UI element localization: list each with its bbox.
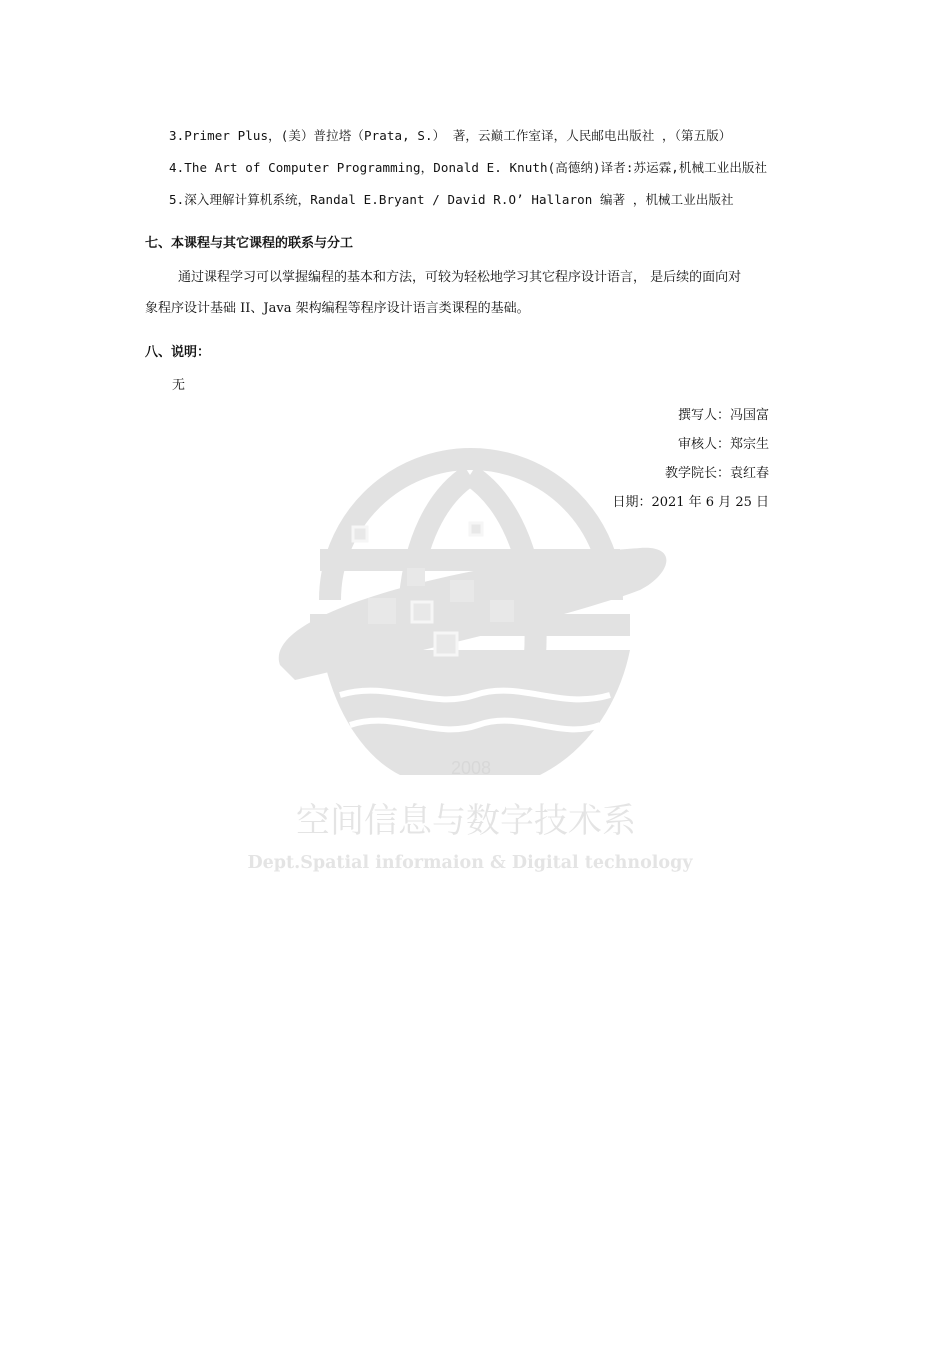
reviewer-signature: 审核人：郑宗生	[677, 437, 769, 452]
dean-signature: 教学院长：袁红春	[664, 466, 769, 481]
section-8-body: 无	[172, 378, 186, 393]
section-7-heading: 七、本课程与其它课程的联系与分工	[145, 236, 354, 251]
section-7-paragraph-line-2: 象程序设计基础 II、Java 架构编程等程序设计语言类课程的基础。	[145, 301, 530, 316]
date-line: 日期：2021 年 6 月 25 日	[612, 495, 769, 510]
logo-year: 2008	[450, 758, 492, 778]
reference-item-3: 3.Primer Plus，(美）普拉塔（Prata, S.） 著，云巅工作室译，人民邮电出版社 ，（第五版）	[169, 128, 732, 143]
logo-name-en: Dept.Spatial informaion & Digital technology	[247, 853, 693, 873]
section-8-heading: 八、说明：	[145, 345, 211, 360]
section-7-paragraph-line-1: 通过课程学习可以掌握编程的基本和方法，可较为轻松地学习其它程序设计语言， 是后续的面向对	[178, 270, 742, 285]
logo-name-cn: 空间信息与数字技术系	[296, 801, 636, 841]
reference-item-4: 4.The Art of Computer Programming，Donald E. Knuth(高德纳)译者:苏运霖,机械工业出版社	[169, 160, 768, 175]
reference-item-5: 5.深入理解计算机系统，Randal E.Bryant / David R.O’ Hallaron 编著 ，机械工业出版社	[169, 192, 734, 207]
author-signature: 撰写人：冯国富	[677, 408, 769, 423]
